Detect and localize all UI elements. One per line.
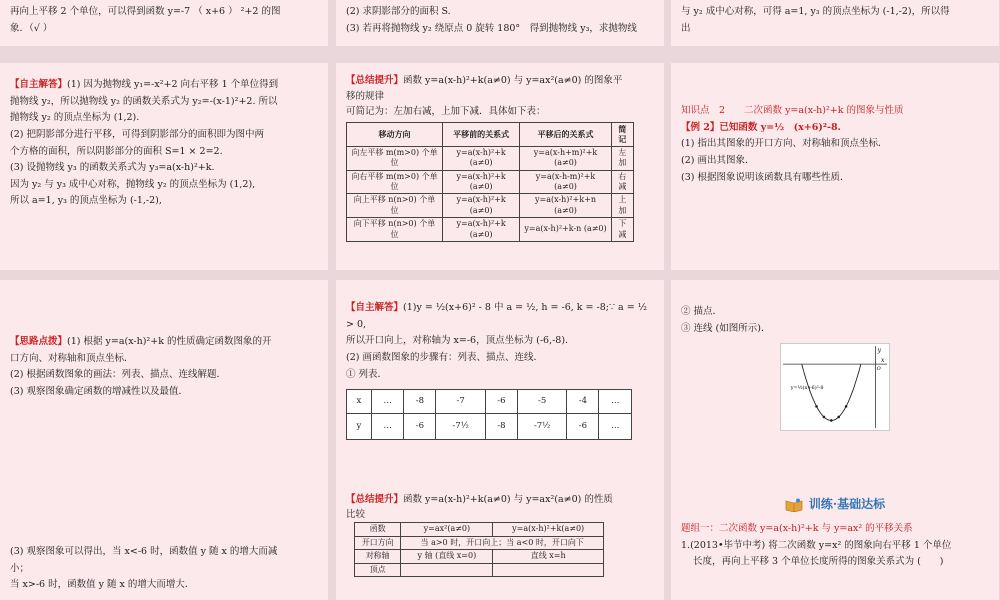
- table-cell: 开口方向: [355, 536, 401, 549]
- text-line: ① 列表．: [346, 368, 388, 380]
- table-cell: y=a(x-h)²+k(a≠0): [493, 523, 604, 536]
- table-header-row: [347, 123, 634, 147]
- table-row: [347, 146, 634, 170]
- table-cell: x: [347, 390, 372, 414]
- data-point: [823, 416, 826, 419]
- text-line: ② 描点．: [681, 306, 723, 317]
- table-row: [355, 563, 604, 576]
- table-row: [347, 390, 632, 414]
- table-cell: -8: [404, 390, 436, 414]
- table-cell: y=a(x-h-m)²+k (a≠0): [520, 170, 611, 194]
- table-cell: -5: [517, 390, 566, 414]
- table-header: 平移前的关系式: [442, 123, 519, 147]
- text-line: (1) 根据 y=a(x-h)²+k 的性质确定函数图象的开: [67, 336, 272, 347]
- value-table: [346, 389, 632, 440]
- parabola-graph: [780, 343, 890, 431]
- slide-r2-c2: [671, 280, 999, 490]
- table-row: [347, 218, 634, 242]
- text-line: 小；: [10, 562, 30, 574]
- table-cell: y=a(x-h)²+k+n (a≠0): [520, 194, 611, 218]
- text-line: (3) 观察图象确定函数的增减性以及最值．: [10, 385, 188, 397]
- table-cell: 向左平移 m(m>0) 个单位: [347, 146, 443, 170]
- text-line: 口方向、对称轴和顶点坐标．: [10, 352, 134, 364]
- text-line: (3) 设抛物线 y₃ 的函数关系式为 y₃=a(x-h)²+k.: [10, 162, 215, 174]
- text-line: 象．（√ ）: [10, 22, 53, 34]
- plotted-points: [815, 405, 847, 422]
- table-cell: 左加: [611, 146, 633, 170]
- text-line: 比较: [346, 509, 366, 521]
- property-table: [354, 522, 604, 577]
- text-line: 与 y₂ 成中心对称，可得 a=1, y₃ 的顶点坐标为 (-1,-2)，所以得: [681, 6, 950, 17]
- text-line: 所以 a=1, y₃ 的顶点坐标为 (-1,-2),: [10, 195, 162, 207]
- slide-r3-c2: [671, 490, 999, 600]
- text-line: ③ 连线 (如图所示)．: [681, 322, 771, 334]
- table-cell: 直线 x=h: [493, 550, 604, 563]
- table-cell: [401, 563, 493, 576]
- example-title: 【例 2】已知函数 y=½ (x+6)²-8.: [681, 121, 841, 133]
- group-title: 题组一：二次函数 y=a(x-h)²+k 与 y=ax² 的平移关系: [681, 523, 913, 534]
- parabola-curve: [802, 364, 861, 420]
- slide-r0-c0: [0, 0, 328, 46]
- table-header: 移动方向: [347, 123, 443, 147]
- table-cell: 向右平移 m(m>0) 个单位: [347, 170, 443, 194]
- text-line: 移的规律: [346, 90, 385, 102]
- table-cell: y=a(x-h+m)²+k (a≠0): [520, 146, 611, 170]
- text-line: 所以开口向上，对称轴为 x=-6，顶点坐标为 (-6,-8).: [346, 335, 569, 347]
- text-line: (2) 画出其图象．: [681, 154, 755, 166]
- text-line: 函数 y=a(x-h)²+k(a≠0) 与 y=ax²(a≠0) 的图象平: [403, 75, 623, 86]
- origin-label: O: [876, 366, 881, 373]
- table-cell: y 轴 (直线 x=0): [401, 550, 493, 563]
- table-row: [347, 414, 632, 440]
- table-cell: 右减: [611, 170, 633, 194]
- knowledge-point-title: 知识点 2 二次函数 y=a(x-h)²+k 的图象与性质: [681, 105, 904, 116]
- table-row: [355, 550, 604, 563]
- text-line: (3) 观察图象可以得出，当 x<-6 时，函数值 y 随 x 的增大而减: [10, 546, 278, 557]
- text-line: 抛物线 y₂ 的顶点坐标为 (1,2).: [10, 112, 140, 124]
- table-cell: y=a(x-h)²+k (a≠0): [442, 170, 519, 194]
- text-line: (3) 根据图象说明该函数具有哪些性质．: [681, 171, 850, 183]
- tag-label: 【自主解答】: [346, 302, 404, 313]
- table-cell: 向下平移 n(n>0) 个单位: [347, 218, 443, 242]
- tag-label: 【总结提升】: [346, 494, 404, 505]
- text-line: 抛物线 y₂，所以抛物线 y₂ 的函数关系式为 y₂=-(x-1)²+2. 所以: [10, 95, 278, 107]
- y-axis-label: y: [877, 347, 882, 355]
- data-point: [815, 405, 818, 408]
- table-cell: 向上平移 n(n>0) 个单位: [347, 194, 443, 218]
- table-cell: 函数: [355, 523, 401, 536]
- table-cell: 当 a>0 时，开口向上；当 a<0 时，开口向下: [401, 536, 604, 549]
- table-cell: …: [599, 390, 632, 414]
- table-header-row: [355, 523, 604, 536]
- text-line: 再向上平移 2 个单位，可以得到函数 y=-7 （ x+6 ） ²+2 的图: [10, 6, 281, 17]
- data-point: [830, 419, 833, 422]
- table-row: [347, 194, 634, 218]
- table-cell: -7: [436, 390, 485, 414]
- table-cell: y: [347, 414, 372, 440]
- table-cell: y=a(x-h)²+k (a≠0): [442, 218, 519, 242]
- text-line: 长度，再向上平移 3 个单位长度所得的图象关系式为 ( ): [693, 556, 944, 568]
- curve-label: y=½(x+6)²-8: [790, 385, 824, 392]
- table-cell: -4: [567, 390, 599, 414]
- slide-r2-c1: [336, 280, 664, 490]
- text-line: 个方格的面积，所以阴影部分的面积 S=1 × 2=2.: [10, 145, 223, 157]
- slide-r1-c2: [671, 63, 999, 270]
- slide-r3-c1: [336, 490, 664, 600]
- table-cell: y=a(x-h)²+k (a≠0): [442, 194, 519, 218]
- slide-r1-c1: [336, 63, 664, 270]
- table-cell: …: [371, 414, 404, 440]
- text-line: (2) 求阴影部分的面积 S.: [346, 6, 451, 17]
- table-cell: -6: [485, 390, 517, 414]
- table-cell: y=a(x-h)²+k (a≠0): [442, 146, 519, 170]
- banner-title: 训练·基础达标: [808, 497, 886, 511]
- table-cell: [493, 563, 604, 576]
- slide-r0-c2: [671, 0, 999, 46]
- section-banner: [681, 494, 989, 515]
- text-line: (1) 因为抛物线 y₁=-x²+2 向右平移 1 个单位得到: [67, 79, 279, 90]
- data-point: [837, 416, 840, 419]
- table-cell: -6: [404, 414, 436, 440]
- slide-r2-c0: [0, 280, 328, 490]
- text-line: 因为 y₂ 与 y₃ 成中心对称，抛物线 y₂ 的顶点坐标为 (1,2),: [10, 178, 256, 190]
- text-line: (3) 若再将抛物线 y₂ 绕原点 0 旋转 180° 得到抛物线 y₃，求抛物线: [346, 22, 637, 34]
- table-row: [347, 170, 634, 194]
- text-line: (2) 把阴影部分进行平移，可得到阴影部分的面积即为图中两: [10, 128, 264, 140]
- text-line: (2) 根据函数图象的画法：列表、描点、连线解题．: [10, 369, 226, 381]
- table-cell: 下减: [611, 218, 633, 242]
- x-axis-label: x: [881, 357, 885, 365]
- tag-label: 【思路点拨】: [10, 336, 68, 347]
- slide-r0-c1: [336, 0, 664, 46]
- tag-label: 【总结提升】: [346, 75, 404, 86]
- text-line: (1)y = ½(x+6)² - 8 中 a = ½, h = -6, k = -8;∵ a = ½ > 0,: [346, 302, 647, 330]
- slide-r1-c0: [0, 63, 328, 270]
- shift-rule-table: [346, 122, 634, 242]
- data-point: [845, 405, 848, 408]
- table-cell: y=ax²(a≠0): [401, 523, 493, 536]
- table-cell: -6: [567, 414, 599, 440]
- text-line: (2) 画函数图象的步骤有：列表、描点、连线．: [346, 351, 543, 363]
- book-icon: [785, 498, 803, 512]
- slide-r3-c0: [0, 490, 328, 600]
- table-header: 简记: [611, 123, 633, 147]
- table-cell: …: [599, 414, 632, 440]
- table-cell: -7½: [436, 414, 485, 440]
- text-line: 可简记为：左加右减，上加下减．具体如下表：: [346, 106, 546, 118]
- text-line: 当 x>-6 时，函数值 y 随 x 的增大而增大．: [10, 579, 195, 591]
- table-header: 平移后的关系式: [520, 123, 611, 147]
- table-cell: 对称轴: [355, 550, 401, 563]
- table-row: [355, 536, 604, 549]
- table-cell: …: [371, 390, 404, 414]
- table-cell: 顶点: [355, 563, 401, 576]
- text-line: 1.(2013•毕节中考) 将二次函数 y=x² 的图象向右平移 1 个单位: [681, 539, 952, 551]
- text-line: 出: [681, 22, 691, 34]
- tag-label: 【自主解答】: [10, 79, 68, 90]
- table-cell: 上加: [611, 194, 633, 218]
- text-line: (1) 指出其图象的开口方向、对称轴和顶点坐标．: [681, 138, 888, 150]
- table-cell: -7½: [517, 414, 566, 440]
- table-cell: -8: [485, 414, 517, 440]
- table-cell: y=a(x-h)²+k-n (a≠0): [520, 218, 611, 242]
- text-line: 函数 y=a(x-h)²+k(a≠0) 与 y=ax²(a≠0) 的性质: [403, 494, 613, 505]
